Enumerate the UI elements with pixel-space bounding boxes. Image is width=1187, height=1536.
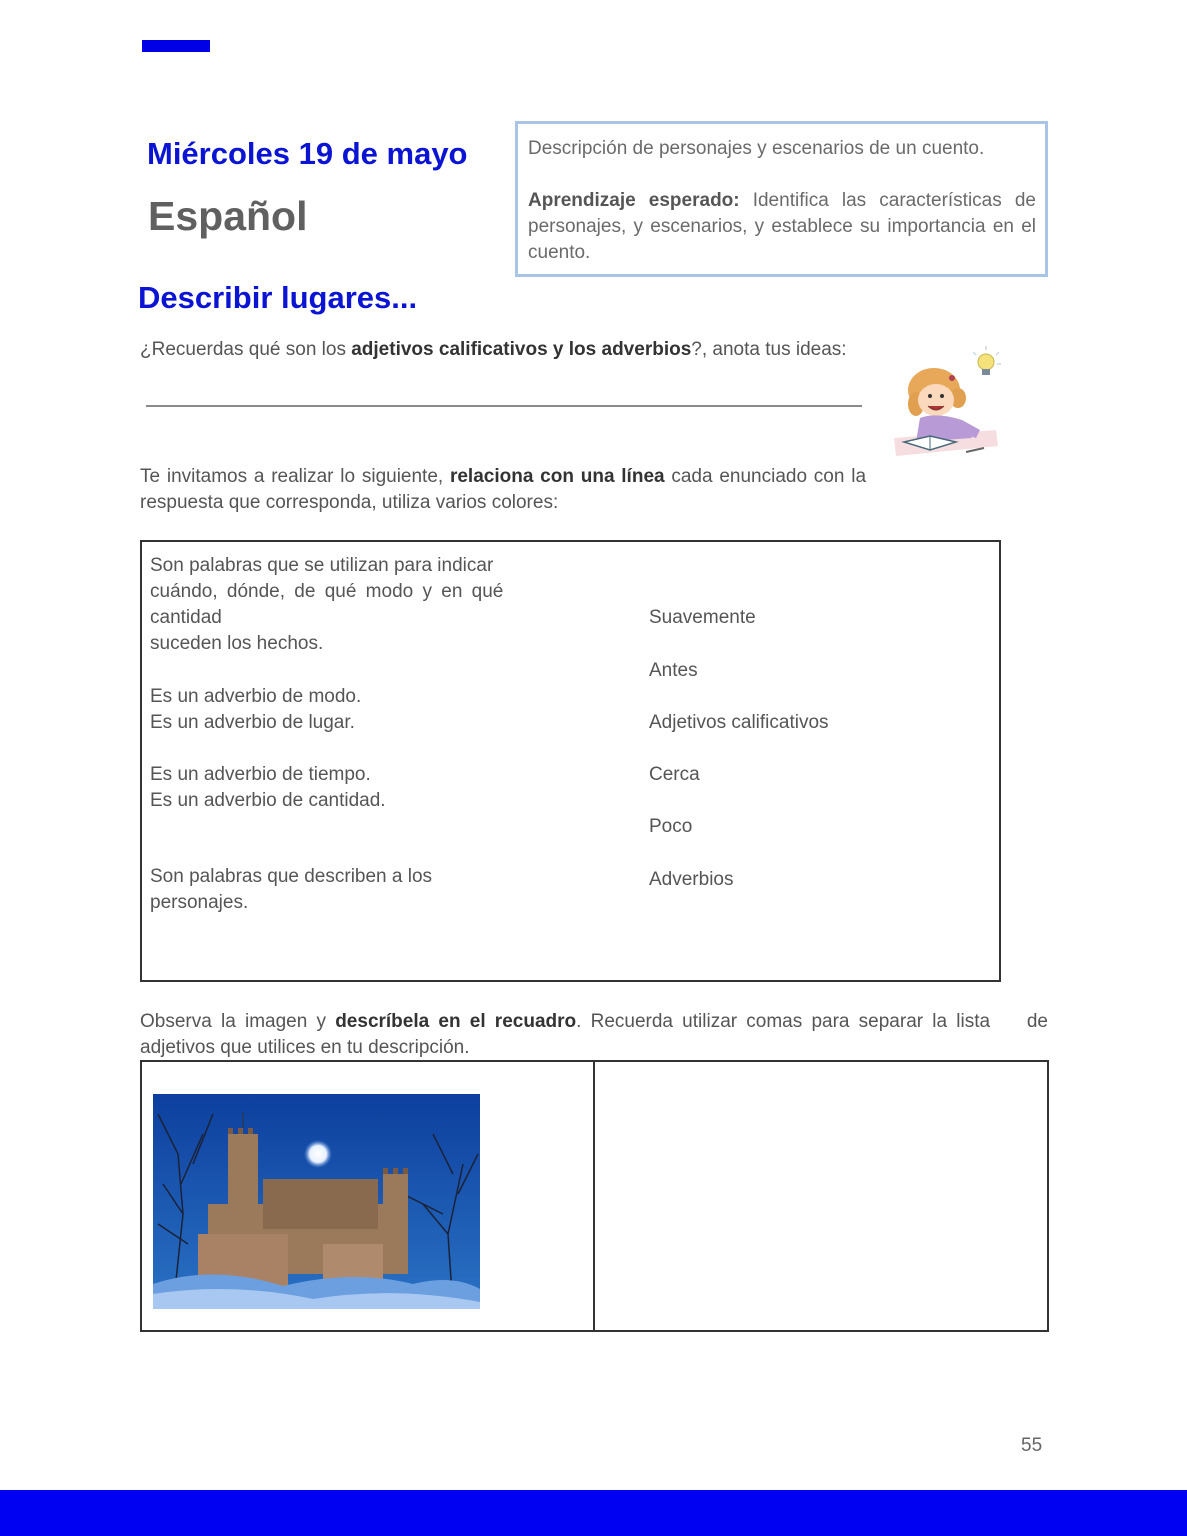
answer-option[interactable]: Adverbios: [649, 869, 734, 890]
subject-heading: Español: [148, 193, 308, 239]
girl-reading-icon: [886, 338, 1008, 466]
description-instruction: Observa la imagen y descríbela en el recuadro. Recuerda utilizar comas para separar la lista de adjetivos que utilices en tu descripción.: [140, 1011, 1054, 1058]
description-answer-box[interactable]: [595, 1062, 1047, 1330]
answer-option[interactable]: Cerca: [649, 764, 700, 785]
answer-option[interactable]: Adjetivos calificativos: [649, 712, 829, 733]
castle-night-icon: [153, 1094, 480, 1309]
answer-option[interactable]: Poco: [649, 816, 693, 837]
bottom-accent-bar: [0, 1490, 1187, 1536]
description-table: [140, 1060, 1049, 1332]
matching-exercise-box: [140, 540, 1001, 982]
top-accent-bar: [142, 40, 210, 52]
girl-reading-illustration: [886, 338, 1008, 466]
date-heading: Miércoles 19 de mayo: [147, 136, 468, 171]
ideas-answer-line[interactable]: [146, 405, 862, 407]
statement-item[interactable]: Son palabras que describen a los personajes.: [150, 866, 433, 913]
topic-text: Descripción de personajes y escenarios de un cuento.: [528, 138, 985, 159]
image-cell: [142, 1062, 595, 1330]
statement-item[interactable]: Es un adverbio de lugar.: [150, 712, 355, 733]
statement-item[interactable]: Son palabras que se utilizan para indicar cuándo, dónde, de qué modo y en qué cantidad suceden los hechos.: [150, 555, 504, 654]
page-number: 55: [1021, 1435, 1043, 1456]
answer-option[interactable]: Suavemente: [649, 607, 756, 628]
learning-objective-text: Aprendizaje esperado: Identifica las características de personajes, y escenarios, y establece su importancia en el cuento.: [528, 190, 1036, 263]
statement-item[interactable]: Es un adverbio de tiempo.: [150, 764, 371, 785]
statement-item[interactable]: Es un adverbio de cantidad.: [150, 790, 386, 811]
answer-option[interactable]: Antes: [649, 660, 698, 681]
learning-objective-box: [515, 121, 1048, 277]
learning-label: Aprendizaje esperado:: [528, 190, 740, 211]
matching-instruction: Te invitamos a realizar lo siguiente, relaciona con una línea cada enunciado con la respuesta que corresponda, utiliza varios colores:: [140, 466, 867, 513]
section-title: Describir lugares...: [138, 280, 418, 315]
question-paragraph: ¿Recuerdas qué son los adjetivos calificativos y los adverbios?, anota tus ideas:: [140, 339, 847, 360]
castle-image: [153, 1094, 480, 1309]
statement-item[interactable]: Es un adverbio de modo.: [150, 686, 362, 707]
